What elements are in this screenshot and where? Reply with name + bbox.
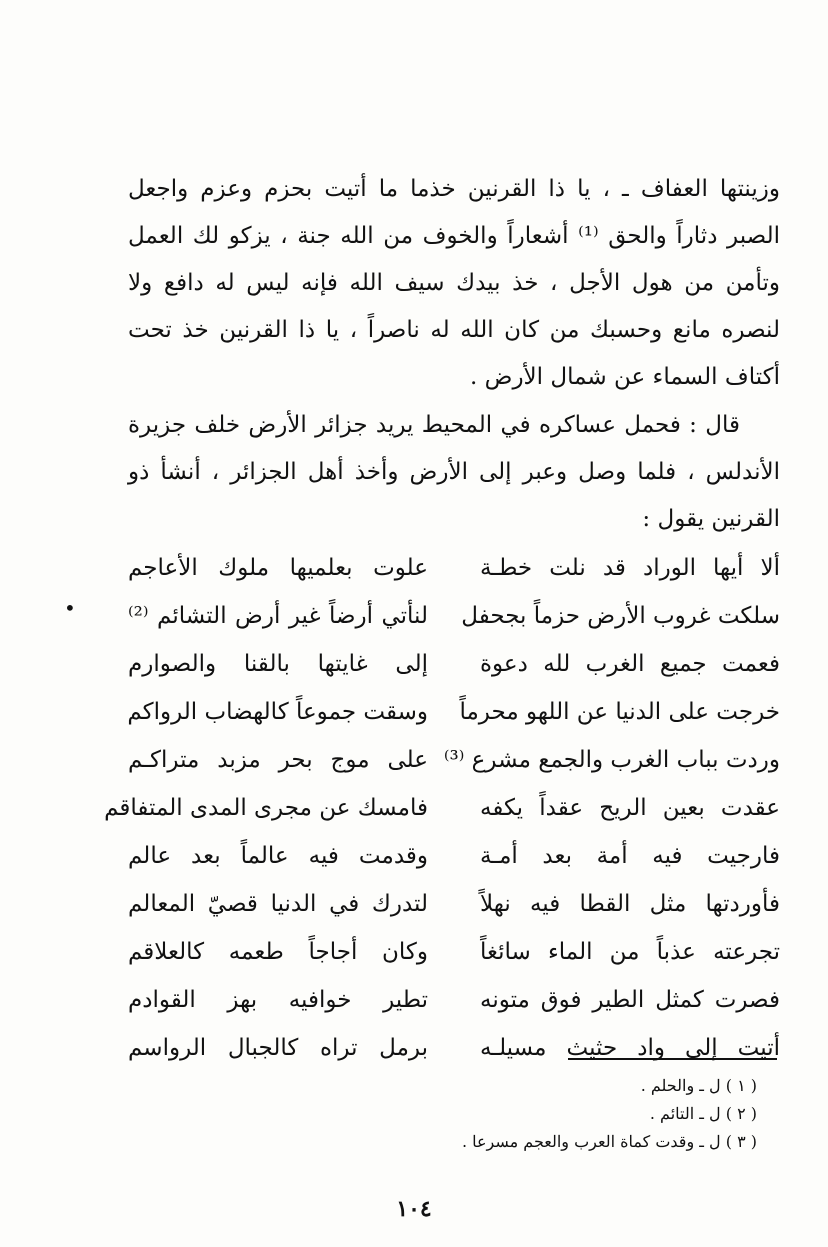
verse-line [128, 976, 780, 1024]
verse-first-hemistich: فعمت جميع الغرب لله دعوة [480, 651, 780, 677]
verse-first-hemistich: أتيت إلى واد حثيث مسيلـه [480, 1035, 780, 1061]
verse-line [128, 880, 780, 928]
verse-line [128, 832, 780, 880]
footnotes [300, 1072, 757, 1156]
margin-dot: • [64, 596, 76, 620]
verse-second-hemistich: وقدمت فيه عالماً بعد عالم [128, 843, 428, 869]
verse-line [128, 928, 780, 976]
verse-first-hemistich: ألا أيها الوراد قد نلت خطـة [480, 555, 780, 581]
verse-second-hemistich: وكان أجاجاً طعمه كالعلاقم [128, 939, 428, 965]
verse-first-hemistich: تجرعته عذباً من الماء سائغاً [480, 939, 780, 965]
verse-first-hemistich: فارجيت فيه أمة بعد أمـة [480, 843, 780, 869]
verse-second-hemistich: علوت بعلميها ملوك الأعاجم [128, 555, 428, 581]
verse-first-hemistich: فصرت كمثل الطير فوق متونه [480, 987, 780, 1013]
verse-line [128, 1024, 780, 1072]
verse-first-hemistich: فأوردتها مثل القطا فيه نهلاً [480, 891, 780, 917]
verse-first-hemistich: خرجت على الدنيا عن اللهو محرماً [459, 699, 780, 725]
paragraph-1-text: وزينتها العفاف ـ ، يا ذا القرنين خذما ما أتيت بحزم وعزم واجعل الصبر دثاراً والحق ⁽¹⁾ أشعاراً والخوف من الله جنة ، يزكو لك العمل وتأمن من هول الأجل ، خذ بيدك سيف الله فإنه ليس له دافع ولا لنصره مانع وحسبك من كان الله له ناصراً ، يا ذا القرنين خذ تحت أكتاف السماء عن شمال الأرض . [128, 176, 780, 390]
verse-line [128, 592, 780, 640]
footnote: ( ٣ ) ل ـ وقدت كماة العرب والعجم مسرعا . [461, 1132, 757, 1151]
footnote-divider [568, 1058, 777, 1060]
poem [104, 544, 780, 1072]
verse-second-hemistich: وسقت جموعاً كالهضاب الرواكم [127, 699, 428, 725]
verse-line [128, 688, 780, 736]
verse-first-hemistich: وردت بباب الغرب والجمع مشرع ⁽³⁾ [443, 747, 780, 773]
verse-line [128, 736, 780, 784]
verse-second-hemistich: على موج بحر مزبد متراكـم [128, 747, 428, 773]
paragraph-1 [128, 166, 780, 401]
verse-second-hemistich: إلى غايتها بالقنا والصوارم [128, 651, 428, 677]
footnote: ( ١ ) ل ـ والحلم . [640, 1076, 757, 1095]
verse-second-hemistich: لنأتي أرضاً غير أرض التشائم ⁽²⁾ [128, 603, 428, 629]
verse-line [128, 544, 780, 592]
verse-first-hemistich: عقدت بعين الريح عقداً يكفه [480, 795, 780, 821]
verse-line [128, 640, 780, 688]
verse-second-hemistich: فامسك عن مجرى المدى المتفاقم [104, 795, 428, 821]
verse-second-hemistich: تطير خوافيه بهز القوادم [128, 987, 428, 1013]
verse-second-hemistich: برمل تراه كالجبال الرواسم [128, 1035, 428, 1061]
page-number: ١٠٤ [396, 1196, 432, 1222]
footnote: ( ٢ ) ل ـ التائم . [649, 1104, 757, 1123]
verse-line [104, 784, 780, 832]
verse-second-hemistich: لتدرك في الدنيا قصيّ المعالم [128, 891, 428, 917]
paragraph-2 [128, 402, 780, 543]
verse-first-hemistich: سلكت غروب الأرض حزماً بجحفل [461, 603, 780, 629]
paragraph-2-text: قال : فحمل عساكره في المحيط يريد جزائر الأرض خلف جزيرة الأندلس ، فلما وصل وعبر إلى الأرض وأخذ أهل الجزائر ، أنشأ ذو القرنين يقول : [128, 412, 780, 532]
